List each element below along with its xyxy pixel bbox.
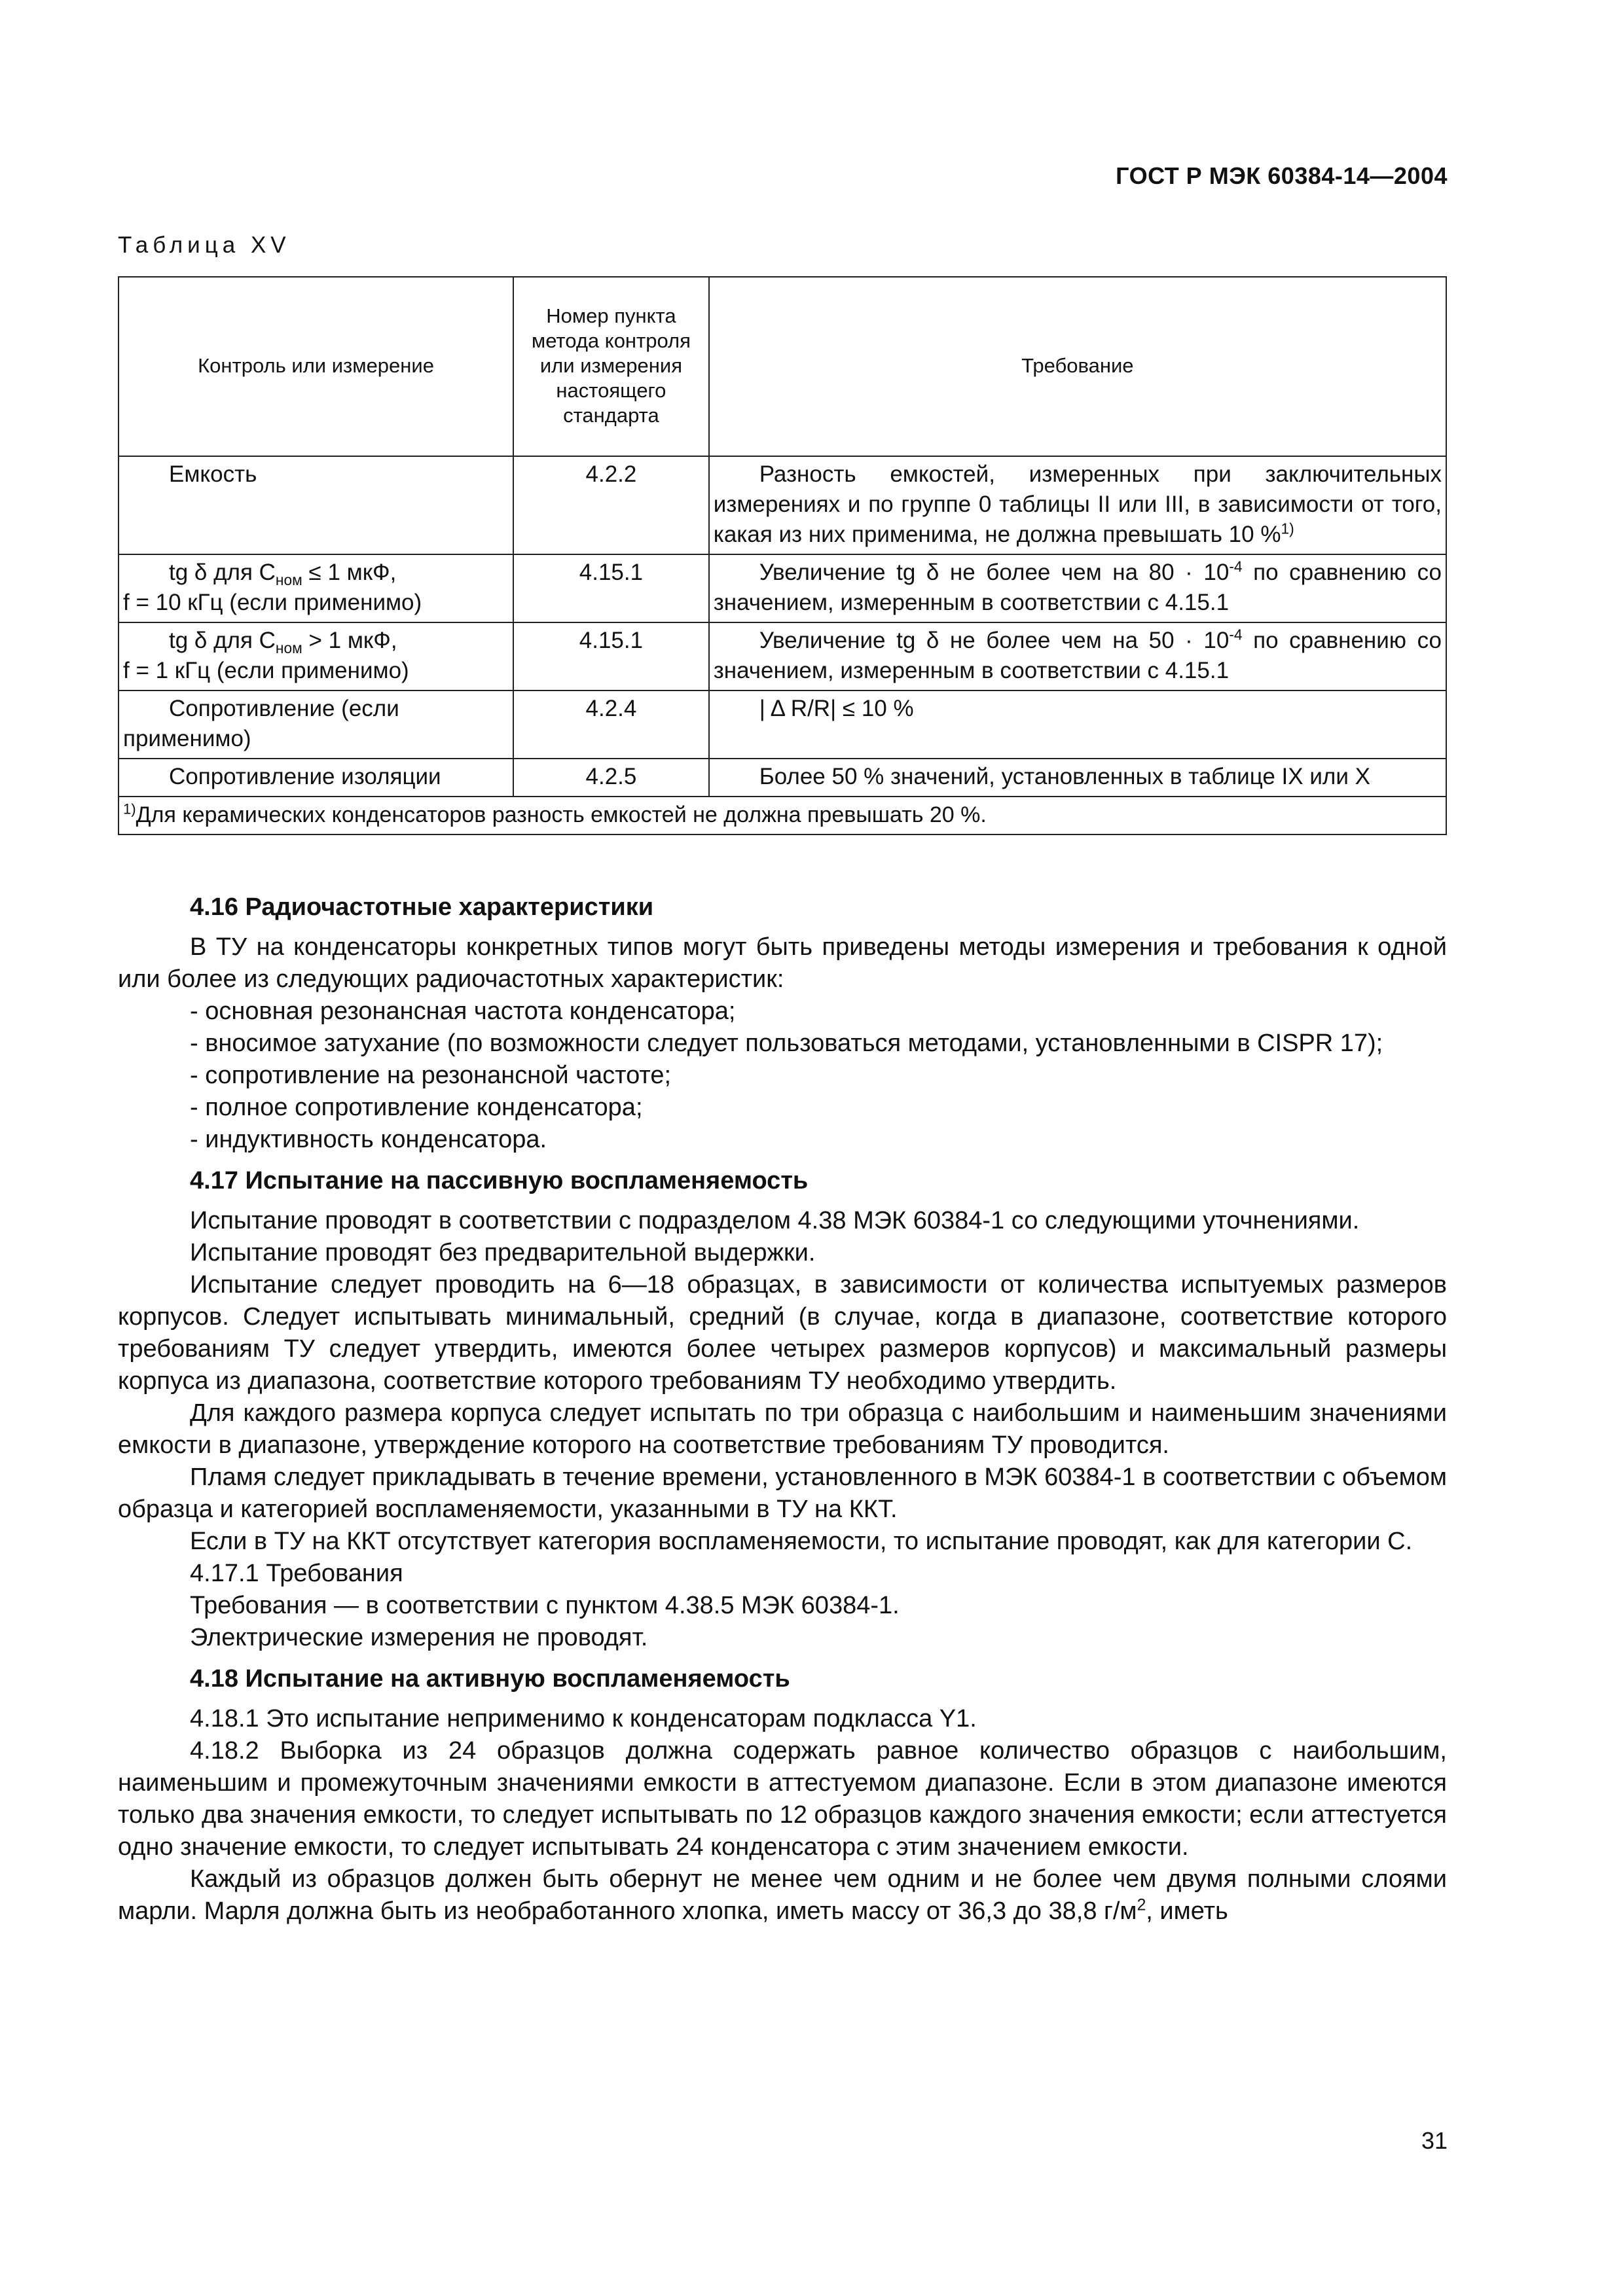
paragraph: Требования — в соответствии с пунктом 4.38.5 МЭК 60384-1. [190, 1592, 900, 1619]
cell-requirement: Более 50 % значений, установленных в таблице IX или X [709, 759, 1446, 797]
table-header-row [119, 277, 1446, 456]
list-item: - основная резонансная частота конденсатора; [190, 997, 736, 1025]
cell-requirement: Увеличение tg δ не более чем на $50 \cdot 10^{-4}$ по сравнению со значением, измеренным в соответствии с 4.15.1 [709, 622, 1446, 691]
cell-requirement: | Δ R/R| ≤ 10 % [709, 691, 1446, 759]
document-code-header: ГОСТ Р МЭК 60384-14—2004 [1116, 162, 1448, 189]
section-title-4-16: 4.16 Радиочастотные характеристики [190, 893, 654, 921]
table-footnote-row [119, 797, 1446, 834]
paragraph: 4.18.1 Это испытание неприменимо к конденсаторам подкласса Y1. [190, 1705, 977, 1732]
section-title-4-18: 4.18 Испытание на активную воспламеняемость [190, 1665, 790, 1693]
cell-control: Емкость [119, 456, 513, 554]
cell-control: Сопротивление изоляции [119, 759, 513, 797]
list-item: - индуктивность конденсатора. [190, 1126, 547, 1153]
table-row [119, 554, 1446, 622]
table-row [119, 759, 1446, 797]
subsection-title-4-17-1: 4.17.1 Требования [190, 1560, 403, 1587]
table-footnote: $^{1)}$Для керамических конденсаторов разность емкостей не должна превышать 20 %. [119, 797, 1446, 834]
cell-control: tg δ для $C_{ном} > 1$ мкФ, f = 1 кГц (если применимо) [119, 622, 513, 691]
table-caption: Таблица XV [118, 232, 291, 258]
table-row [119, 456, 1446, 554]
cell-requirement: Разность емкостей, измеренных при заключительных измерениях и по группе 0 таблицы II или III, в зависимости от того, какая из них применима, не должна превышать 10 %$^{1)}$ [709, 456, 1446, 554]
paragraph: В ТУ на конденсаторы конкретных типов могут быть приведены методы измерения и требования к одной или более из следующих радиочастотных характеристик: [118, 933, 1447, 993]
list-item: - полное сопротивление конденсатора; [190, 1094, 643, 1121]
list-item: - вносимое затухание (по возможности следует пользоваться методами, установленными в CISPR 17); [190, 1030, 1383, 1057]
cell-clause: 4.2.5 [513, 759, 709, 797]
paragraph: Пламя следует прикладывать в течение времени, установленного в МЭК 60384-1 в соответствии с объемом образца и категорией воспламеняемости, указанными в ТУ на ККТ. [118, 1463, 1447, 1523]
cell-clause: 4.15.1 [513, 554, 709, 622]
table-row [119, 622, 1446, 691]
section-title-4-17: 4.17 Испытание на пассивную воспламеняемость [190, 1167, 809, 1194]
paragraph: Если в ТУ на ККТ отсутствует категория воспламеняемости, то испытание проводят, как для категории С. [190, 1528, 1413, 1555]
page-number: 31 [1421, 2127, 1448, 2154]
paragraph: Испытание следует проводить на 6—18 образцах, в зависимости от количества испытуемых размеров корпусов. Следует испытывать минимальный, средний (в случае, когда в диапазоне, соответствие которого требованиям ТУ следует утвердить, имеются более четырех размеров корпусов) и максимальный размеры корпуса из диапазона, соответствие которого требованиям ТУ необходимо утвердить. [118, 1271, 1447, 1395]
cell-control: tg δ для $C_{ном} \le 1$ мкФ, f = 10 кГц (если применимо) [119, 554, 513, 622]
cell-clause: 4.2.4 [513, 691, 709, 759]
paragraph: Испытание проводят в соответствии с подразделом 4.38 МЭК 60384-1 со следующими уточнениями. [190, 1207, 1360, 1234]
header-clause-number: Номер пункта метода контроля или измерения настоящего стандарта [513, 277, 709, 456]
header-requirement: Требование [709, 277, 1446, 456]
paragraph: Для каждого размера корпуса следует испытать по три образца с наибольшим и наименьшим значениями емкости в диапазоне, утверждение которого на соответствие требованиям ТУ проводится. [118, 1399, 1447, 1459]
paragraph: 4.18.2 Выборка из 24 образцов должна содержать равное количество образцов с наибольшим, наименьшим и промежуточным значениями емкости в аттестуемом диапазоне. Если в этом диапазоне имеются только два значения емкости, то следует испытывать по 12 образцов каждого значения емкости; если аттестуется одно значение емкости, то следует испытывать 24 конденсатора с этим значением емкости. [118, 1737, 1447, 1861]
cell-clause: 4.2.2 [513, 456, 709, 554]
paragraph: Испытание проводят без предварительной выдержки. [190, 1239, 816, 1266]
header-control: Контроль или измерение [119, 277, 513, 456]
list-item: - сопротивление на резонансной частоте; [190, 1062, 672, 1089]
cell-control: Сопротивление (если применимо) [119, 691, 513, 759]
cell-requirement: Увеличение tg δ не более чем на $80 \cdot 10^{-4}$ по сравнению со значением, измеренным в соответствии с 4.15.1 [709, 554, 1446, 622]
cell-clause: 4.15.1 [513, 622, 709, 691]
table-row [119, 691, 1446, 759]
paragraph: Электрические измерения не проводят. [190, 1624, 648, 1651]
body-text [118, 891, 1447, 1928]
paragraph: Каждый из образцов должен быть обернут не менее чем одним и не более чем двумя полными слоями марли. Марля должна быть из необработанного хлопка, иметь массу от 36,3 до 38,8 $г/м^2$, иметь [118, 1865, 1447, 1925]
spec-table [118, 276, 1447, 835]
